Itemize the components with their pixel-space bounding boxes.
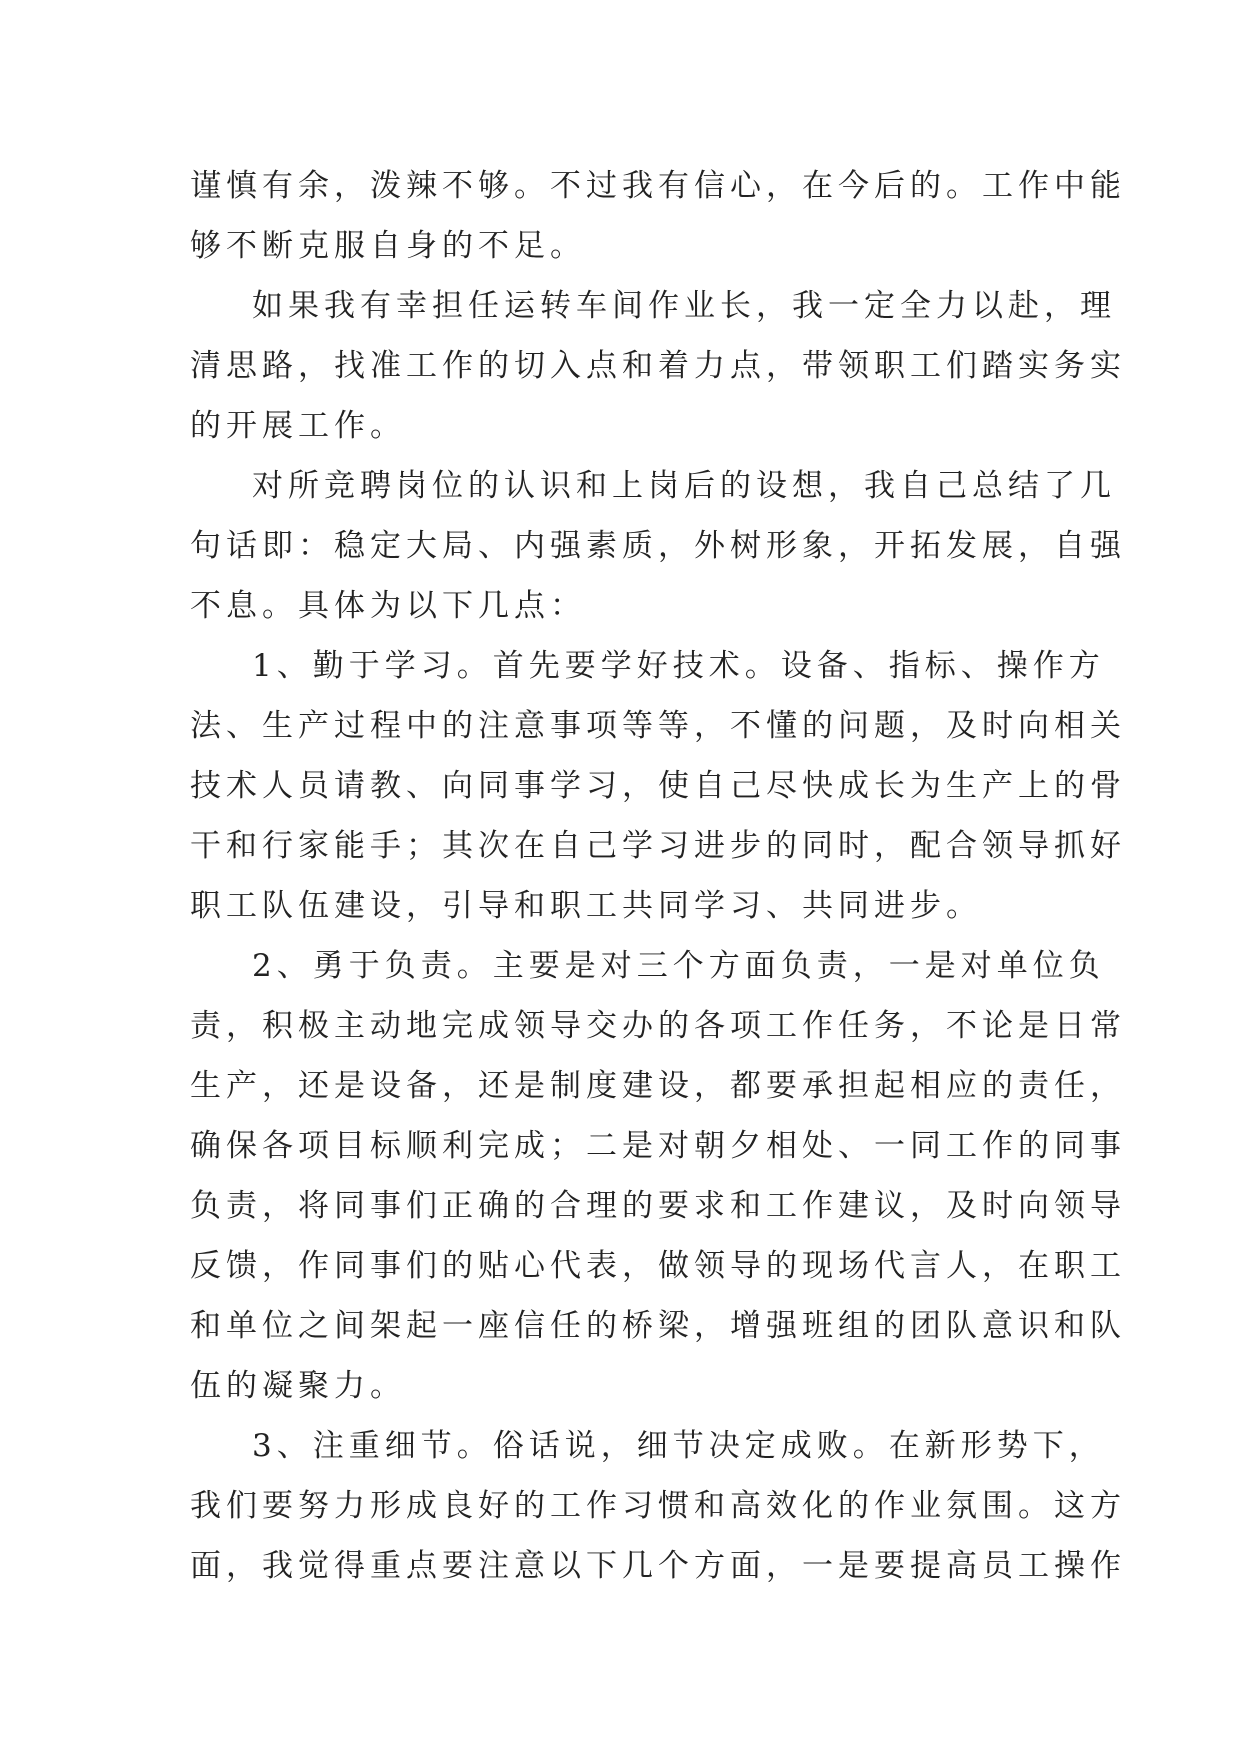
text-line: 负责，将同事们正确的合理的要求和工作建议，及时向领导 [190,1188,1126,1224]
text-line: 和单位之间架起一座信任的桥梁，增强班组的团队意识和队 [190,1308,1126,1344]
text-line: 法、生产过程中的注意事项等等，不懂的问题，及时向相关 [190,708,1126,744]
text-line: 面，我觉得重点要注意以下几个方面，一是要提高员工操作 [190,1548,1126,1584]
text-line: 句话即：稳定大局、内强素质，外树形象，开拓发展，自强 [190,528,1126,564]
text-line: 职工队伍建设，引导和职工共同学习、共同进步。 [190,888,982,924]
text-line: 干和行家能手；其次在自己学习进步的同时，配合领导抓好 [190,828,1126,864]
text-line: 技术人员请教、向同事学习，使自己尽快成长为生产上的骨 [190,768,1126,804]
paragraph-start-line: 如果我有幸担任运转车间作业长，我一定全力以赴，理 [252,288,1116,324]
paragraph-start-line: 对所竞聘岗位的认识和上岗后的设想，我自己总结了几 [252,468,1116,504]
text-line: 不息。具体为以下几点： [190,588,586,624]
text-line: 伍的凝聚力。 [190,1368,406,1404]
text-line: 的开展工作。 [190,408,406,444]
paragraph-start-line: 2、勇于负责。主要是对三个方面负责，一是对单位负 [252,948,1105,984]
text-line: 够不断克服自身的不足。 [190,228,586,264]
text-line: 我们要努力形成良好的工作习惯和高效化的作业氛围。这方 [190,1488,1126,1524]
document-body [190,156,1126,1596]
paragraph-start-line: 1、勤于学习。首先要学好技术。设备、指标、操作方 [252,648,1105,684]
text-line: 清思路，找准工作的切入点和着力点，带领职工们踏实务实 [190,348,1126,384]
text-line: 责，积极主动地完成领导交办的各项工作任务，不论是日常 [190,1008,1126,1044]
text-line: 谨慎有余，泼辣不够。不过我有信心，在今后的。工作中能 [190,168,1126,204]
text-line: 确保各项目标顺利完成；二是对朝夕相处、一同工作的同事 [190,1128,1126,1164]
text-line: 反馈，作同事们的贴心代表，做领导的现场代言人，在职工 [190,1248,1126,1284]
paragraph-start-line: 3、注重细节。俗话说，细节决定成败。在新形势下， [252,1428,1105,1464]
text-line: 生产，还是设备，还是制度建设，都要承担起相应的责任， [190,1068,1126,1104]
